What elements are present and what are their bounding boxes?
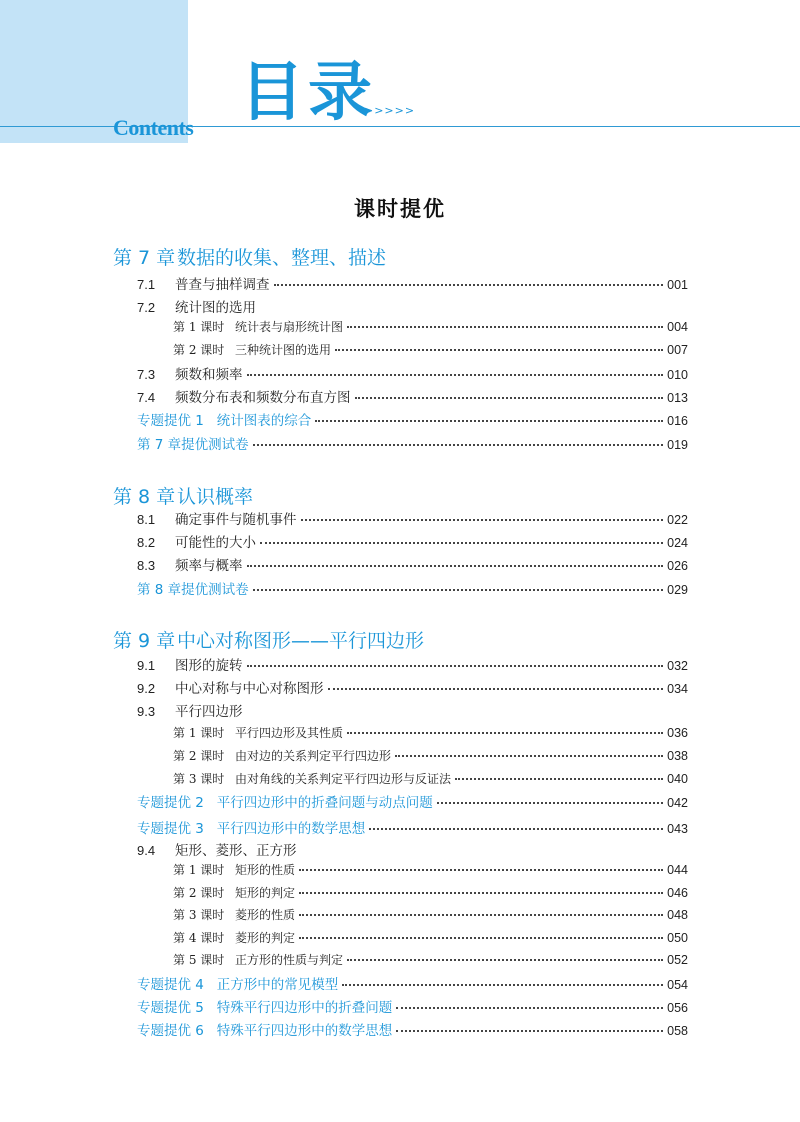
dot-leader <box>299 891 663 894</box>
page-number: 036 <box>667 726 688 740</box>
section-number: 7.4 <box>137 390 156 405</box>
toc-lesson-entry[interactable] <box>173 770 688 787</box>
entry-label: 专题提优 2 平行四边形中的折叠问题与动点问题 <box>137 795 433 811</box>
dot-leader <box>355 396 664 399</box>
section-title: 课时提优 <box>354 196 446 221</box>
page-number: 022 <box>667 513 688 527</box>
page-number: 001 <box>667 278 688 292</box>
toc-section-entry[interactable] <box>137 531 688 551</box>
entry-label: 统计图的选用 <box>175 300 256 316</box>
page-number: 019 <box>667 438 688 452</box>
entry-label: 普查与抽样调查 <box>175 277 270 293</box>
toc-lesson-entry[interactable] <box>173 861 688 878</box>
entry-label: 第 7 章提优测试卷 <box>137 437 249 453</box>
toc-lesson-entry[interactable] <box>173 747 688 764</box>
toc-special-entry[interactable] <box>137 433 688 453</box>
dot-leader <box>253 588 663 591</box>
dot-leader <box>299 913 663 916</box>
dot-leader <box>247 373 664 376</box>
toc-lesson-entry[interactable] <box>173 724 688 741</box>
dot-leader <box>253 443 663 446</box>
toc-section-entry[interactable] <box>137 296 688 316</box>
chapter-title: 数据的收集、整理、描述 <box>177 247 387 269</box>
page-number: 032 <box>667 659 688 673</box>
dot-leader <box>396 1029 663 1032</box>
page-number: 058 <box>667 1024 688 1038</box>
entry-label: 矩形的判定 <box>235 886 296 900</box>
page-title-english: Contents <box>113 115 194 140</box>
toc-section-entry[interactable] <box>137 700 688 720</box>
dot-leader <box>455 777 663 780</box>
dot-leader <box>247 564 664 567</box>
entry-label: 中心对称与中心对称图形 <box>175 681 324 697</box>
page-number: 016 <box>667 414 688 428</box>
page-number: 010 <box>667 368 688 382</box>
chapter-title: 认识概率 <box>177 486 254 508</box>
entry-label: 第 8 章提优测试卷 <box>137 582 249 598</box>
lesson-number: 第 5 课时 <box>173 953 225 967</box>
entry-label: 平行四边形及其性质 <box>235 726 344 740</box>
dot-leader <box>247 664 664 667</box>
dot-leader <box>342 983 663 986</box>
entry-label: 频率与概率 <box>175 558 243 574</box>
dot-leader <box>347 731 663 734</box>
toc-special-entry[interactable] <box>137 1019 688 1039</box>
section-number: 7.3 <box>137 367 156 382</box>
entry-label: 可能性的大小 <box>175 535 256 551</box>
toc-section-entry[interactable] <box>137 386 688 406</box>
page-number: 056 <box>667 1001 688 1015</box>
entry-label: 菱形的判定 <box>235 931 296 945</box>
page-number: 038 <box>667 749 688 763</box>
entry-label: 图形的旋转 <box>175 658 243 674</box>
entry-label: 专题提优 6 特殊平行四边形中的数学思想 <box>137 1023 393 1039</box>
lesson-number: 第 3 课时 <box>173 908 225 922</box>
section-number: 8.1 <box>137 512 156 527</box>
toc-section-entry[interactable] <box>137 554 688 574</box>
section-number: 7.2 <box>137 300 156 315</box>
toc-section-entry[interactable] <box>137 839 688 859</box>
lesson-number: 第 2 课时 <box>173 749 225 763</box>
page-number: 029 <box>667 583 688 597</box>
entry-label: 确定事件与随机事件 <box>175 512 297 528</box>
toc-special-entry[interactable] <box>137 791 688 811</box>
page-number: 052 <box>667 953 688 967</box>
section-number: 9.3 <box>137 704 156 719</box>
dot-leader <box>369 827 663 830</box>
page-title: 目录 <box>240 56 376 130</box>
page-number: 026 <box>667 559 688 573</box>
section-number: 8.3 <box>137 558 156 573</box>
toc-section-entry[interactable] <box>137 508 688 528</box>
toc-special-entry[interactable] <box>137 996 688 1016</box>
lesson-number: 第 2 课时 <box>173 343 225 357</box>
page-number: 042 <box>667 796 688 810</box>
entry-label: 统计表与扇形统计图 <box>235 320 344 334</box>
entry-label: 频数和频率 <box>175 367 243 383</box>
section-number: 8.2 <box>137 535 156 550</box>
toc-lesson-entry[interactable] <box>173 318 688 335</box>
page-number: 034 <box>667 682 688 696</box>
toc-special-entry[interactable] <box>137 578 688 598</box>
lesson-number: 第 1 课时 <box>173 726 225 740</box>
section-number: 9.2 <box>137 681 156 696</box>
entry-label: 菱形的性质 <box>235 908 296 922</box>
entry-label: 平行四边形 <box>175 704 243 720</box>
page-number: 044 <box>667 863 688 877</box>
section-number: 9.1 <box>137 658 156 673</box>
entry-label: 矩形的性质 <box>235 863 296 877</box>
entry-label: 专题提优 3 平行四边形中的数学思想 <box>137 821 366 837</box>
page-number: 040 <box>667 772 688 786</box>
entry-label: 专题提优 1 统计图表的综合 <box>137 413 312 429</box>
entry-label: 矩形、菱形、正方形 <box>175 843 297 859</box>
entry-label: 专题提优 4 正方形中的常见模型 <box>137 977 339 993</box>
dot-leader <box>347 325 663 328</box>
page-number: 050 <box>667 931 688 945</box>
page-number: 007 <box>667 343 688 357</box>
toc-lesson-entry[interactable] <box>173 906 688 923</box>
chapter-heading[interactable] <box>113 243 386 270</box>
title-arrows-icon: >>>>> <box>364 104 416 117</box>
toc-section-entry[interactable] <box>137 677 688 697</box>
page-number: 054 <box>667 978 688 992</box>
toc-lesson-entry[interactable] <box>173 951 688 968</box>
toc-section-entry[interactable] <box>137 654 688 674</box>
section-number: 7.1 <box>137 277 156 292</box>
lesson-number: 第 2 课时 <box>173 886 225 900</box>
dot-leader <box>260 541 663 544</box>
entry-label: 专题提优 5 特殊平行四边形中的折叠问题 <box>137 1000 393 1016</box>
toc-lesson-entry[interactable] <box>173 341 688 358</box>
entry-label: 三种统计图的选用 <box>235 343 332 357</box>
toc-special-entry[interactable] <box>137 817 688 837</box>
dot-leader <box>335 348 663 351</box>
entry-label: 频数分布表和频数分布直方图 <box>175 390 351 406</box>
dot-leader <box>301 518 664 521</box>
lesson-number: 第 1 课时 <box>173 863 225 877</box>
page-number: 024 <box>667 536 688 550</box>
entry-label: 由对边的关系判定平行四边形 <box>235 749 392 763</box>
lesson-number: 第 3 课时 <box>173 772 225 786</box>
dot-leader <box>437 801 663 804</box>
dot-leader <box>299 868 663 871</box>
chapter-heading[interactable] <box>113 626 424 653</box>
toc-special-entry[interactable] <box>137 409 688 429</box>
page-number: 013 <box>667 391 688 405</box>
page-number: 043 <box>667 822 688 836</box>
toc-lesson-entry[interactable] <box>173 929 688 946</box>
chapter-number: 第 9 章 <box>113 630 176 652</box>
chapter-number: 第 8 章 <box>113 486 176 508</box>
dot-leader <box>299 936 663 939</box>
dot-leader <box>315 419 663 422</box>
lesson-number: 第 4 课时 <box>173 931 225 945</box>
toc-special-entry[interactable] <box>137 973 688 993</box>
chapter-heading[interactable] <box>113 482 253 509</box>
dot-leader <box>328 687 664 690</box>
dot-leader <box>396 1006 663 1009</box>
page-number: 048 <box>667 908 688 922</box>
page-number: 046 <box>667 886 688 900</box>
lesson-number: 第 1 课时 <box>173 320 225 334</box>
chapter-number: 第 7 章 <box>113 247 176 269</box>
dot-leader <box>274 283 664 286</box>
entry-label: 正方形的性质与判定 <box>235 953 344 967</box>
dot-leader <box>395 754 663 757</box>
entry-label: 由对角线的关系判定平行四边形与反证法 <box>235 772 452 786</box>
section-number: 9.4 <box>137 843 156 858</box>
dot-leader <box>347 958 663 961</box>
toc-section-entry[interactable] <box>137 363 688 383</box>
chapter-title: 中心对称图形——平行四边形 <box>177 630 425 652</box>
page-number: 004 <box>667 320 688 334</box>
toc-lesson-entry[interactable] <box>173 884 688 901</box>
toc-section-entry[interactable] <box>137 273 688 293</box>
